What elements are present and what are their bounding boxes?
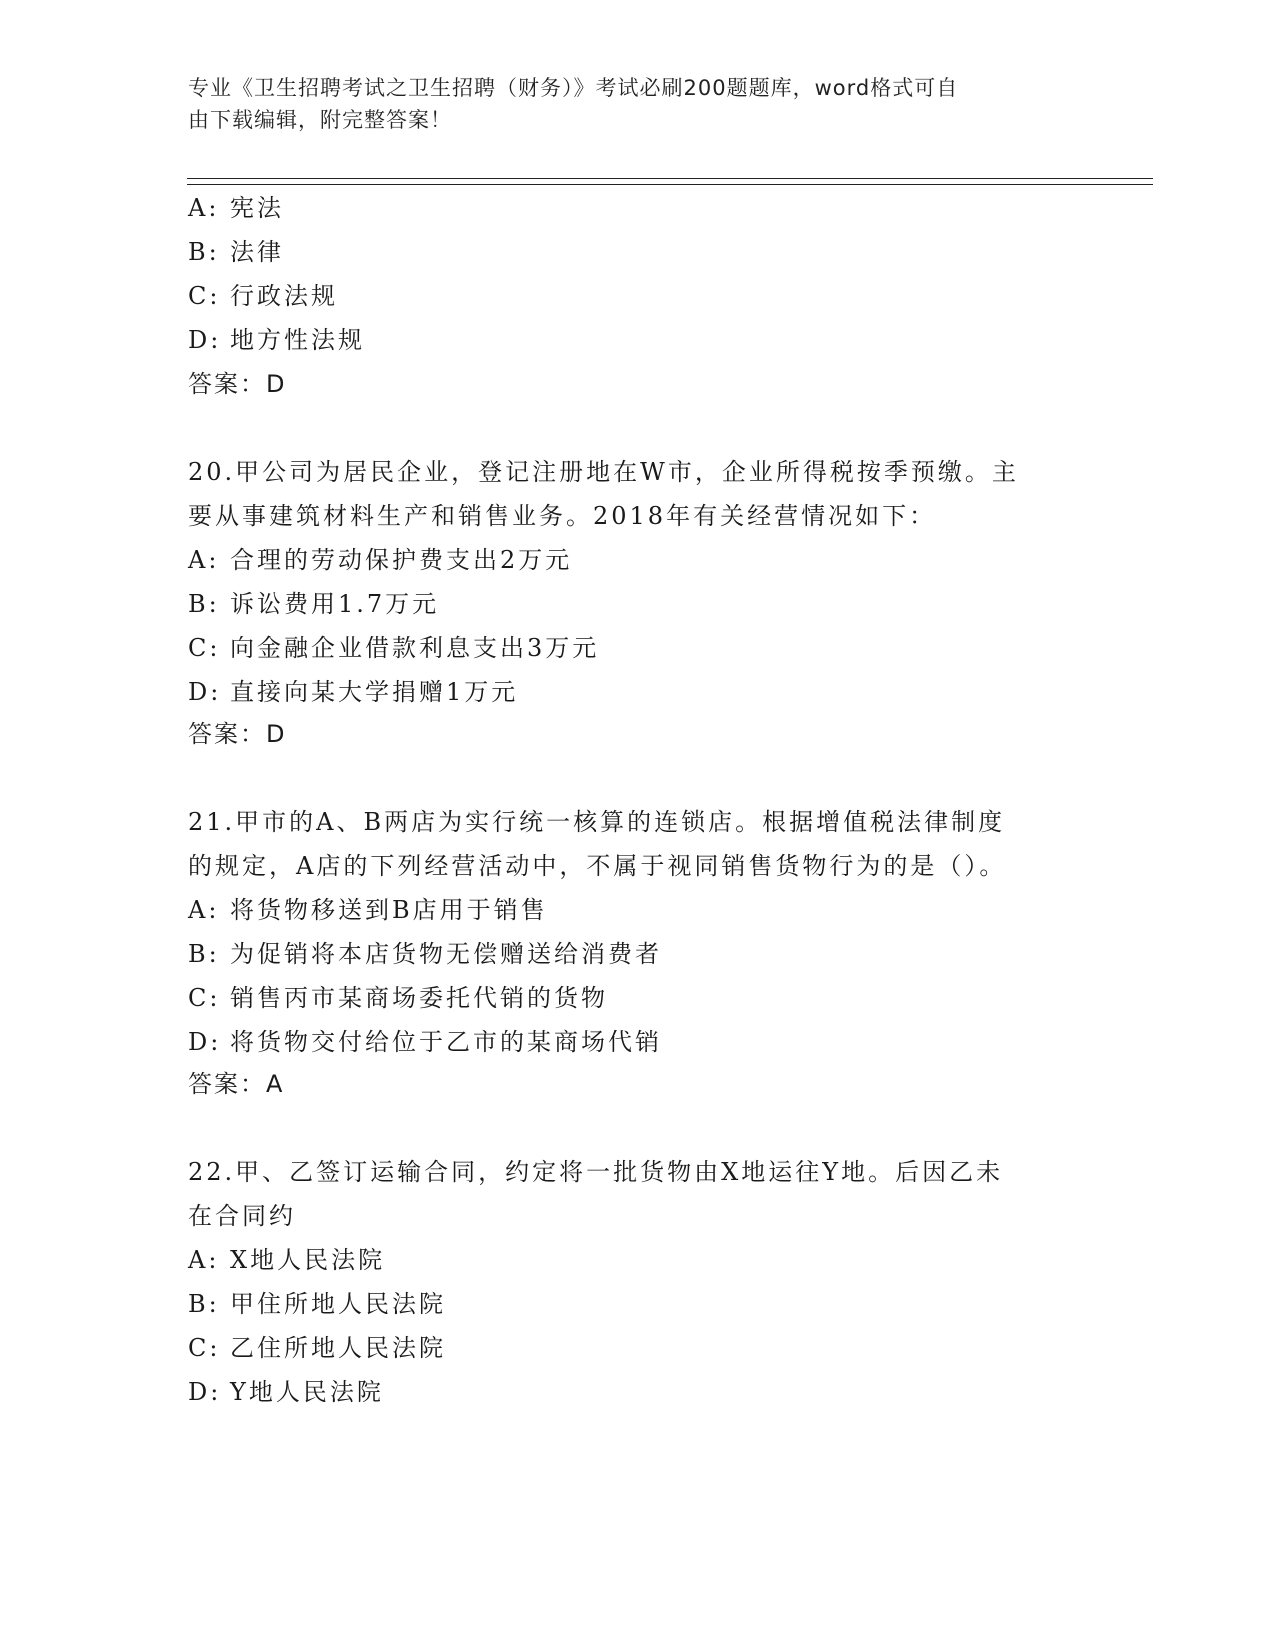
header-line-1: 专业《卫生招聘考试之卫生招聘（财务）》考试必刷200题题库，word格式可自 <box>188 76 959 100</box>
q22-option-d <box>188 1376 384 1408</box>
option-text: Y地人民法院 <box>230 1378 384 1406</box>
q21-option-c <box>188 982 608 1014</box>
option-text: 地方性法规 <box>230 326 365 354</box>
option-text: 为促销将本店货物无偿赠送给消费者 <box>230 940 662 968</box>
q20-option-d <box>188 676 518 708</box>
option-letter: D: <box>188 1028 222 1056</box>
option-letter: A: <box>188 1246 220 1274</box>
q21-option-d <box>188 1026 662 1058</box>
header-divider-top <box>187 178 1153 179</box>
option-letter: B: <box>188 940 220 968</box>
q22-stem-line-1: 22.甲、乙签订运输合同，约定将一批货物由X地运往Y地。后因乙未 <box>188 1158 1004 1186</box>
option-text: 甲住所地人民法院 <box>230 1290 446 1318</box>
q21-option-a <box>188 894 548 926</box>
option-text: 销售丙市某商场委托代销的货物 <box>230 984 608 1012</box>
q19-option-b <box>188 236 284 268</box>
q22-stem-line-2: 在合同约 <box>188 1202 296 1230</box>
option-letter: C: <box>188 282 221 310</box>
header-divider-bottom <box>187 184 1153 185</box>
option-text: 将货物移送到B店用于销售 <box>230 896 548 924</box>
q20-option-c <box>188 632 599 664</box>
option-text: 诉讼费用1.7万元 <box>230 590 440 618</box>
option-text: 宪法 <box>230 194 284 222</box>
option-letter: A: <box>188 194 220 222</box>
option-letter: B: <box>188 1290 220 1318</box>
q21-answer: 答案：A <box>188 1070 285 1098</box>
q21-option-b <box>188 938 662 970</box>
q19-answer: 答案：D <box>188 370 287 398</box>
q19-option-a <box>188 192 284 224</box>
q19-option-c <box>188 280 338 312</box>
option-letter: C: <box>188 984 221 1012</box>
option-letter: D: <box>188 326 222 354</box>
option-text: 将货物交付给位于乙市的某商场代销 <box>230 1028 662 1056</box>
option-letter: A: <box>188 896 220 924</box>
option-text: X地人民法院 <box>230 1246 386 1274</box>
option-text: 直接向某大学捐赠1万元 <box>230 678 519 706</box>
q20-stem-line-2: 要从事建筑材料生产和销售业务。2018年有关经营情况如下： <box>188 502 937 530</box>
q21-stem-line-2: 的规定，A店的下列经营活动中，不属于视同销售货物行为的是（）。 <box>188 852 1007 880</box>
option-text: 合理的劳动保护费支出2万元 <box>230 546 573 574</box>
q22-option-b <box>188 1288 446 1320</box>
option-letter: C: <box>188 634 221 662</box>
option-text: 行政法规 <box>230 282 338 310</box>
option-text: 乙住所地人民法院 <box>230 1334 446 1362</box>
option-text: 法律 <box>230 238 284 266</box>
q19-option-d <box>188 324 365 356</box>
q20-option-b <box>188 588 439 620</box>
q20-stem-line-1: 20.甲公司为居民企业，登记注册地在W市，企业所得税按季预缴。主 <box>188 458 1019 486</box>
option-letter: D: <box>188 1378 222 1406</box>
option-letter: B: <box>188 238 220 266</box>
option-text: 向金融企业借款利息支出3万元 <box>230 634 600 662</box>
option-letter: B: <box>188 590 220 618</box>
q22-option-a <box>188 1244 385 1276</box>
document-header <box>188 72 1068 136</box>
header-line-2: 由下载编辑，附完整答案！ <box>188 108 452 132</box>
q22-option-c <box>188 1332 446 1364</box>
q21-stem-line-1: 21.甲市的A、B两店为实行统一核算的连锁店。根据增值税法律制度 <box>188 808 1006 836</box>
q20-option-a <box>188 544 572 576</box>
q20-answer: 答案：D <box>188 720 287 748</box>
option-letter: D: <box>188 678 222 706</box>
option-letter: A: <box>188 546 220 574</box>
option-letter: C: <box>188 1334 221 1362</box>
